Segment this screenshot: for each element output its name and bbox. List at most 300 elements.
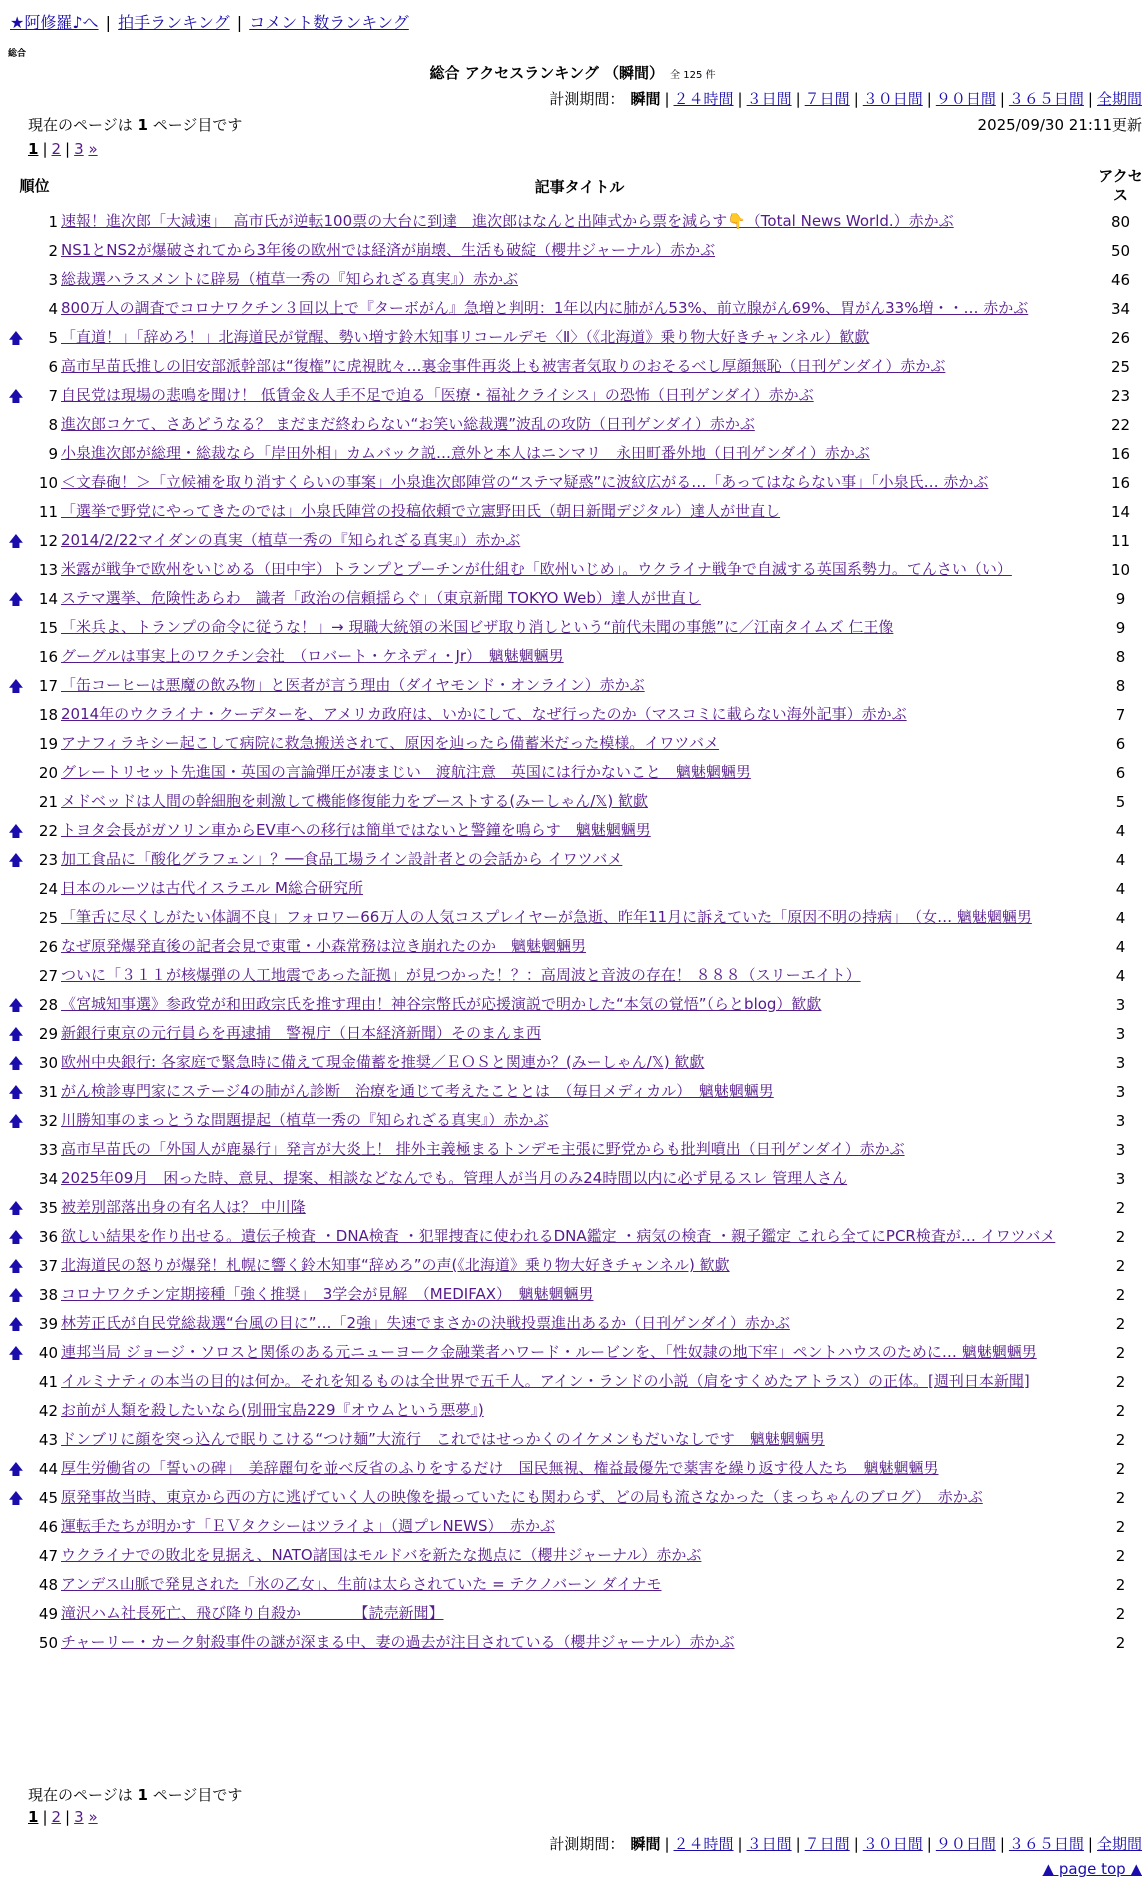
rank-number: 35 [38,1198,58,1217]
article-title-link[interactable]: 高市早苗氏推しの旧安部派幹部は“復権”に虎視眈々…裏金事件再炎上も被害者気取りのおそるべし厚顔無恥（日刊ゲンダイ）赤かぶ [61,357,946,375]
period-option-link[interactable]: ７日間 [804,90,850,108]
article-title-link[interactable]: 日本のルーツは古代イスラエル M総合研究所 [61,879,363,897]
access-count: 3 [1115,1111,1126,1130]
access-count: 2 [1115,1633,1126,1652]
rank-change-cell [8,903,24,932]
table-header-row [8,165,1143,207]
period-selector-bottom [549,1833,1142,1854]
up-arrow-icon: 🡅 [8,531,24,550]
article-title-cell [61,1309,1098,1338]
article-title-link[interactable]: 厚生労働省の「誓いの碑」 美辞麗句を並べ反省のふりをするだけ 国民無視、権益最優先で薬害を繰り返す役人たち 魑魅魍魎男 [61,1459,939,1477]
access-count: 80 [1110,212,1131,231]
rank-number: 21 [38,792,58,811]
period-current: 瞬間 [630,1835,661,1853]
article-title-cell [61,1367,1098,1396]
access-count: 2 [1115,1459,1126,1478]
rank-change-cell [8,758,24,787]
rank-change-cell [8,468,24,497]
article-title-link[interactable]: コロナワクチン定期接種「強く推奨」 3学会が見解 （MEDIFAX） 魑魅魍魎男 [61,1285,594,1303]
article-title-link[interactable]: ついに「３１１が核爆弾の人工地震であった証拠」が見つかった！？：高周波と音波の存在！ ８８８（スリーエイト） [61,966,861,984]
article-title-cell [61,932,1098,961]
rank-number: 13 [38,560,58,579]
article-title-cell [61,758,1098,787]
article-title-cell [61,874,1098,903]
article-title-link[interactable]: 滝沢ハム社長死亡、飛び降り自殺か 【読売新聞】 [61,1604,444,1622]
article-title-link[interactable]: 小泉進次郎が総理・総裁なら「岸田外相」カムバック説…意外と本人はニンマリ 永田町番外地（日刊ゲンダイ）赤かぶ [61,444,870,462]
access-count: 2 [1115,1575,1126,1594]
page-info-top [28,114,242,135]
article-title-link[interactable]: 米露が戦争で欧州をいじめる（田中宇）トランプとプーチンが仕組む「欧州いじめ」。ウクライナ戦争で自滅する英国系勢力。てんさい（い） [61,560,1012,578]
rank-number: 9 [48,444,58,463]
article-title-link[interactable]: 被差別部落出身の有名人は？ 中川隆 [61,1198,306,1216]
up-arrow-icon: 🡅 [8,676,24,695]
article-title-cell [61,1454,1098,1483]
pager-separator: | [42,140,48,158]
access-count: 11 [1110,531,1131,550]
rank-change-cell [8,207,24,236]
item-count: 全 125 件 [670,70,716,81]
rank-number: 46 [38,1517,58,1536]
pager-separator: | [65,1808,71,1826]
access-count: 2 [1115,1256,1126,1275]
table-row [8,584,1143,613]
updated-timestamp: 2025/09/30 21:11更新 [977,116,1142,134]
table-row [8,1251,1143,1280]
article-title-cell [61,497,1098,526]
rank-number: 20 [38,763,58,782]
table-row [8,671,1143,700]
article-title-link[interactable]: 2014/2/22マイダンの真実（植草一秀の『知られざる真実』）赤かぶ [61,531,521,549]
pager-bottom [28,1808,98,1826]
access-count: 4 [1115,850,1126,869]
table-row [8,1338,1143,1367]
period-selector-top [549,88,1142,109]
rank-change-cell [8,874,24,903]
article-title-cell [61,323,1098,352]
pager-page-link[interactable]: 3 [74,1808,84,1826]
article-title-cell [61,1193,1098,1222]
rank-change-cell [8,1425,24,1454]
table-row [8,1483,1143,1512]
access-count: 6 [1115,763,1126,782]
rank-number: 42 [38,1401,58,1420]
article-title-cell [61,439,1098,468]
article-title-link[interactable]: 「缶コーヒーは悪魔の飲み物」と医者が言う理由（ダイヤモンド・オンライン）赤かぶ [61,676,645,694]
access-count: 6 [1115,734,1126,753]
rank-number: 26 [38,937,58,956]
rank-number: 8 [48,415,58,434]
up-arrow-icon: 🡅 [8,995,24,1014]
rank-change-cell [8,729,24,758]
table-row [8,874,1143,903]
rank-number: 49 [38,1604,58,1623]
rank-number: 11 [38,502,58,521]
rank-number: 38 [38,1285,58,1304]
access-count: 2 [1115,1517,1126,1536]
article-title-link[interactable]: 連邦当局 ジョージ・ソロスと関係のある元ニューヨーク金融業者ハワード・ルービンを、「性奴隷の地下牢」ペントハウスのために… 魑魅魍魎男 [61,1343,1037,1361]
rank-change-cell [8,1512,24,1541]
access-count: 2 [1115,1401,1126,1420]
access-count: 2 [1115,1372,1126,1391]
period-separator: | [1087,90,1093,108]
rank-number: 37 [38,1256,58,1275]
access-count: 4 [1115,879,1126,898]
table-row [8,1425,1143,1454]
pager-page-link[interactable]: 2 [51,140,62,158]
table-row [8,1599,1143,1628]
category-label: 総合 [8,49,27,59]
rank-number: 22 [38,821,58,840]
article-title-cell [61,236,1098,265]
table-row [8,1367,1143,1396]
article-title-cell [61,1280,1098,1309]
period-option-link[interactable]: ３６５日間 [1008,1835,1084,1853]
article-title-cell [61,294,1098,323]
access-count: 3 [1115,995,1126,1014]
article-title-cell [61,671,1098,700]
rank-number: 29 [38,1024,58,1043]
table-row [8,294,1143,323]
up-arrow-icon: 🡅 [8,1053,24,1072]
rank-change-cell [8,410,24,439]
ranking-table [8,165,1143,1657]
table-row [8,1628,1143,1657]
rank-change-cell [8,787,24,816]
rank-change-cell [8,1541,24,1570]
pager-next-link[interactable]: » [88,140,98,158]
table-row [8,845,1143,874]
period-option-link[interactable]: ３６５日間 [1008,90,1084,108]
article-title-link[interactable]: 《宮城知事選》参政党が和田政宗氏を推す理由！神谷宗幣氏が応援演説で明かした“本気の覚悟”（らとblog）歓歔 [61,995,822,1013]
rank-number: 23 [38,850,58,869]
article-title-cell [61,207,1098,236]
article-title-link[interactable]: チャーリー・カーク射殺事件の謎が深まる中、妻の過去が注目されている（櫻井ジャーナル）赤かぶ [61,1633,735,1651]
access-count: 7 [1115,705,1126,724]
table-row [8,1280,1143,1309]
up-arrow-icon: 🡅 [8,1198,24,1217]
rank-change-cell [8,613,24,642]
rank-change-cell [8,700,24,729]
rank-change-cell [8,642,24,671]
rank-number: 44 [38,1459,58,1478]
table-row [8,236,1143,265]
access-count: 2 [1115,1227,1126,1246]
rank-change-cell [8,1164,24,1193]
rank-number: 1 [48,212,58,231]
article-title-cell [61,468,1098,497]
rank-change-cell [8,1599,24,1628]
article-title-cell [61,584,1098,613]
access-count: 2 [1115,1604,1126,1623]
access-count: 4 [1115,937,1126,956]
article-title-link[interactable]: 新銀行東京の元行員らを再逮捕 警視庁（日本経済新聞）そのまんま西 [61,1024,542,1042]
period-option-link[interactable]: ７日間 [804,1835,850,1853]
access-count: 8 [1115,676,1126,695]
up-arrow-icon: 🡅 [8,1111,24,1130]
access-count: 22 [1110,415,1131,434]
ranking-title: 総合 アクセスランキング （瞬間） [429,64,665,82]
table-row [8,1019,1143,1048]
article-title-link[interactable]: ウクライナでの敗北を見据え、NATO諸国はモルドバを新たな拠点に（櫻井ジャーナル）赤かぶ [61,1546,702,1564]
article-title-cell [61,1338,1098,1367]
article-title-link[interactable]: ドンブリに顔を突っ込んで眠りこける“つけ麺”大流行 これではせっかくのイケメンもだいなしです 魑魅魍魎男 [61,1430,825,1448]
article-title-link[interactable]: 「選挙で野党にやってきたのでは」小泉氏陣営の投稿依頼で立憲野田氏（朝日新聞デジタル）達人が世直し [61,502,781,520]
rank-number: 24 [38,879,58,898]
access-count: 3 [1115,1082,1126,1101]
article-title-cell [61,265,1098,294]
article-title-link[interactable]: NS1とNS2が爆破されてから3年後の欧州では経済が崩壊、生活も破綻（櫻井ジャーナル）赤かぶ [61,241,716,259]
table-row [8,207,1143,236]
page-info-text: ページ目です [147,1786,243,1804]
pager-page-link[interactable]: 2 [51,1808,62,1826]
rank-number: 28 [38,995,58,1014]
rank-number: 50 [38,1633,58,1652]
article-title-link[interactable]: お前が人類を殺したいなら(別冊宝島229『オウムという悪夢』) [61,1401,484,1419]
up-arrow-icon: 🡅 [8,1488,24,1507]
pager-page-link[interactable]: 3 [74,140,84,158]
rank-change-cell [8,294,24,323]
access-count: 2 [1115,1430,1126,1449]
access-count: 9 [1115,589,1126,608]
rank-change-cell [8,1367,24,1396]
access-count: 26 [1110,328,1131,347]
rank-change-cell [8,352,24,381]
article-title-link[interactable]: 2025年09月 困った時、意見、提案、相談などなんでも。管理人が当月のみ24時間以内に必ず見るスレ 管理人さん [61,1169,848,1187]
table-row [8,497,1143,526]
article-title-link[interactable]: グーグルは事実上のワクチン会社 （ロバート・ケネディ・Jr） 魑魅魍魎男 [61,647,564,665]
ranking-rows [8,207,1143,1657]
period-separator: | [999,1835,1005,1853]
access-count: 2 [1115,1198,1126,1217]
rank-number: 4 [48,299,58,318]
applause-ranking-link[interactable]: 拍手ランキング [118,13,230,32]
rank-change-cell [8,555,24,584]
rank-number: 16 [38,647,58,666]
article-title-link[interactable]: 加工食品に「酸化グラフェン」？──食品工場ライン設計者との会話から イワツバメ [61,850,623,868]
nav-separator: | [105,13,112,32]
rank-change-cell [8,1628,24,1657]
article-title-cell [61,613,1098,642]
period-separator: | [853,1835,859,1853]
table-row [8,526,1143,555]
rank-number: 41 [38,1372,58,1391]
article-title-cell [61,1048,1098,1077]
article-title-cell [61,1396,1098,1425]
pager-separator: | [42,1808,48,1826]
article-title-link[interactable]: メドベッドは人間の幹細胞を刺激して機能修復能力をブーストする(みーしゃん/𝕏) 歓歔 [61,792,648,810]
article-title-link[interactable]: 欲しい結果を作り出せる。遺伝子検査 ・DNA検査 ・犯罪捜査に使われるDNA鑑定 ・病気の検査 ・親子鑑定 これら全てにPCR検査が… イワツバメ [61,1227,1056,1245]
article-title-cell [61,1106,1098,1135]
access-count: 2 [1115,1546,1126,1565]
article-title-cell [61,787,1098,816]
table-row [8,1077,1143,1106]
rank-number: 47 [38,1546,58,1565]
article-title-link[interactable]: 欧州中央銀行: 各家庭で緊急時に備えて現金備蓄を推奨／ＥＯＳと関連か？(みーしゃん/𝕏) 歓歔 [61,1053,705,1071]
access-count: 4 [1115,821,1126,840]
article-title-link[interactable]: 速報！進次郎「大減速」 高市氏が逆転100票の大台に到達 進次郎はなんと出陣式から票を減らす👇（Total News World.）赤かぶ [61,212,954,230]
article-title-link[interactable]: 川勝知事のまっとうな問題提起（植草一秀の『知られざる真実』）赤かぶ [61,1111,549,1129]
table-row [8,439,1143,468]
rank-number: 6 [48,357,58,376]
rank-number: 12 [38,531,58,550]
article-title-link[interactable]: 運転手たちが明かす「ＥＶタクシーはツライよ」（週プレNEWS） 赤かぶ [61,1517,556,1535]
period-option-link[interactable]: ３日間 [746,90,792,108]
rank-change-cell [8,236,24,265]
article-title-cell [61,1483,1098,1512]
rank-number: 5 [48,328,58,347]
rank-change-cell [8,961,24,990]
rank-change-cell [8,439,24,468]
table-row [8,410,1143,439]
period-separator: | [664,90,670,108]
period-separator: | [926,1835,932,1853]
table-row [8,613,1143,642]
access-count: 5 [1115,792,1126,811]
rank-number: 15 [38,618,58,637]
rank-number: 2 [48,241,58,260]
rank-number: 19 [38,734,58,753]
article-title-cell [61,729,1098,758]
page-info-bottom [28,1784,242,1805]
access-count: 25 [1110,357,1131,376]
period-option-link[interactable]: ２４時間 [673,90,734,108]
table-row [8,990,1143,1019]
up-arrow-icon: 🡅 [8,1459,24,1478]
table-row [8,323,1143,352]
article-title-link[interactable]: 北海道民の怒りが爆発！札幌に響く鈴木知事“辞めろ”の声(《北海道》乗り物大好きチャンネル) 歓歔 [61,1256,730,1274]
period-separator: | [795,90,801,108]
up-arrow-icon: 🡅 [8,328,24,347]
period-separator: | [795,1835,801,1853]
article-title-cell [61,555,1098,584]
article-title-link[interactable]: イルミナティの本当の目的は何か。それを知るものは全世界で五千人。アイン・ランドの小説（肩をすくめたアトラス）の正体。[週刊日本新聞] [61,1372,1030,1390]
table-row [8,1541,1143,1570]
period-separator: | [926,90,932,108]
article-title-link[interactable]: 2014年のウクライナ・クーデターを、アメリカ政府は、いかにして、なぜ行ったのか（マスコミに載らない海外記事）赤かぶ [61,705,907,723]
period-option-link[interactable]: ３０日間 [862,90,923,108]
article-title-link[interactable]: グレートリセット先進国・英国の言論弾圧が凄まじい 渡航注意 英国には行かないこと 魑魅魍魎男 [61,763,751,781]
article-title-link[interactable]: 800万人の調査でコロナワクチン３回以上で『ターボがん』急増と判明：1年以内に肺がん53%、前立腺がん69%、胃がん33%増・・… 赤かぶ [61,299,1029,317]
article-title-cell [61,1251,1098,1280]
pager-separator: | [65,140,71,158]
up-arrow-icon: 🡅 [8,1227,24,1246]
page-info-number: 1 [137,1786,148,1804]
top-navigation [10,10,409,33]
article-title-link[interactable]: 高市早苗氏の「外国人が鹿暴行」発言が大炎上！ 排外主義極まるトンデモ主張に野党からも批判噴出（日刊ゲンダイ）赤かぶ [61,1140,905,1158]
article-title-link[interactable]: 「筆舌に尽くしがたい体調不良」フォロワー66万人の人気コスプレイヤーが急逝、昨年11月に訴えていた「原因不明の持病」 （女… 魑魅魍魎男 [61,908,1032,926]
period-separator: | [737,1835,743,1853]
rank-change-cell [8,1570,24,1599]
article-title-link[interactable]: ステマ選挙、危険性あらわ 識者「政治の信頼揺らぐ」（東京新聞 TOKYO Web）達人が世直し [61,589,701,607]
table-row [8,642,1143,671]
rank-number: 34 [38,1169,58,1188]
rank-number: 43 [38,1430,58,1449]
access-count: 3 [1115,1140,1126,1159]
rank-number: 33 [38,1140,58,1159]
article-title-link[interactable]: 林芳正氏が自民党総裁選“台風の目に”…「2強」失速でまさかの決戦投票進出あるか（日刊ゲンダイ）赤かぶ [61,1314,790,1332]
article-title-cell [61,410,1098,439]
rank-number: 18 [38,705,58,724]
up-arrow-icon: 🡅 [8,1256,24,1275]
up-arrow-icon: 🡅 [8,1285,24,1304]
access-count: 10 [1110,560,1131,579]
access-count: 3 [1115,1053,1126,1072]
article-title-link[interactable]: 「米兵よ、トランプの命令に従うな！」→ 現職大統領の米国ビザ取り消しという“前代未聞の事態”に／江南タイムズ 仁王像 [61,618,894,636]
article-title-cell [61,1222,1098,1251]
table-row [8,265,1143,294]
table-row [8,787,1143,816]
article-title-cell [61,352,1098,381]
pager-current-page: 1 [28,1808,39,1826]
period-option-link[interactable]: ３日間 [746,1835,792,1853]
page-top-link[interactable]: ▲ page top ▲ [1042,1860,1142,1878]
access-count: 34 [1110,299,1131,318]
rank-column-header: 順位 [19,176,50,195]
home-link[interactable]: ★阿修羅♪へ [10,13,99,32]
period-label: 計測期間： [549,1835,625,1853]
table-row [8,700,1143,729]
comment-ranking-link[interactable]: コメント数ランキング [249,13,409,32]
table-row [8,555,1143,584]
access-count: 2 [1115,1488,1126,1507]
rank-number: 10 [38,473,58,492]
page-info-number: 1 [137,116,148,134]
table-row [8,729,1143,758]
period-option-link[interactable]: 全期間 [1096,90,1142,108]
article-title-link[interactable]: 総裁選ハラスメントに辟易（植草一秀の『知られざる真実』）赤かぶ [61,270,519,288]
article-title-cell [61,526,1098,555]
up-arrow-icon: 🡅 [8,821,24,840]
rank-change-cell [8,265,24,294]
article-title-link[interactable]: がん検診専門家にステージ4の肺がん診断 治療を通じて考えたこととは （毎日メディカル） 魑魅魍魎男 [61,1082,774,1100]
access-count: 3 [1115,1169,1126,1188]
period-option-link[interactable]: ３０日間 [862,1835,923,1853]
access-count: 50 [1110,241,1131,260]
article-title-link[interactable]: トヨタ会長がガソリン車からEV車への移行は簡単ではないと警鐘を鳴らす 魑魅魍魎男 [61,821,651,839]
up-arrow-icon: 🡅 [8,1082,24,1101]
article-title-link[interactable]: アンデス山脈で発見された「氷の乙女」、生前は太らされていた = テクノバーン ダイナモ [61,1575,662,1593]
period-option-link[interactable]: ２４時間 [673,1835,734,1853]
access-count: 8 [1115,647,1126,666]
pager-top [28,140,98,158]
access-count: 2 [1115,1285,1126,1304]
article-title-link[interactable]: 原発事故当時、東京から西の方に逃げていく人の映像を撮っていたにも関わらず、どの局も流さなかった（まっちゃんのブログ） 赤かぶ [61,1488,983,1506]
article-title-link[interactable]: 進次郎コケて、さあどうなる？ まだまだ終わらない“お笑い総裁選”波乱の攻防（日刊ゲンダイ）赤かぶ [61,415,755,433]
period-option-link[interactable]: ９０日間 [935,90,996,108]
period-separator: | [664,1835,670,1853]
article-title-link[interactable]: なぜ原発爆発直後の記者会見で東電・小森常務は泣き崩れたのか 魑魅魍魎男 [61,937,587,955]
access-count: 2 [1115,1314,1126,1333]
period-label: 計測期間： [549,90,625,108]
period-option-link[interactable]: ９０日間 [935,1835,996,1853]
access-count: 4 [1115,908,1126,927]
article-title-cell [61,381,1098,410]
article-title-cell [61,1019,1098,1048]
rank-number: 17 [38,676,58,695]
article-title-link[interactable]: ＜文春砲！＞「立候補を取り消すくらいの事案」小泉進次郎陣営の“ステマ疑惑”に波紋広がる…「あってはならない事」「小泉氏… 赤かぶ [61,473,989,491]
article-title-link[interactable]: 「直道！」「辞めろ！」北海道民が覚醒、勢い増す鈴木知事リコールデモ〈Ⅱ〉（《北海道》乗り物大好きチャンネル）歓歔 [61,328,870,346]
rank-number: 32 [38,1111,58,1130]
page-info-text: 現在のページは [28,116,138,134]
table-row [8,381,1143,410]
article-title-link[interactable]: 自民党は現場の悲鳴を聞け！ 低賃金＆人手不足で迫る「医療・福祉クライシス」の恐怖（日刊ゲンダイ）赤かぶ [61,386,814,404]
table-row [8,903,1143,932]
period-option-link[interactable]: 全期間 [1096,1835,1142,1853]
access-count: 3 [1115,1024,1126,1043]
article-title-link[interactable]: アナフィラキシー起こして病院に救急搬送されて、原因を辿ったら備蓄米だった模様。イワツバメ [61,734,720,752]
pager-next-link[interactable]: » [88,1808,98,1826]
access-count: 16 [1110,444,1131,463]
